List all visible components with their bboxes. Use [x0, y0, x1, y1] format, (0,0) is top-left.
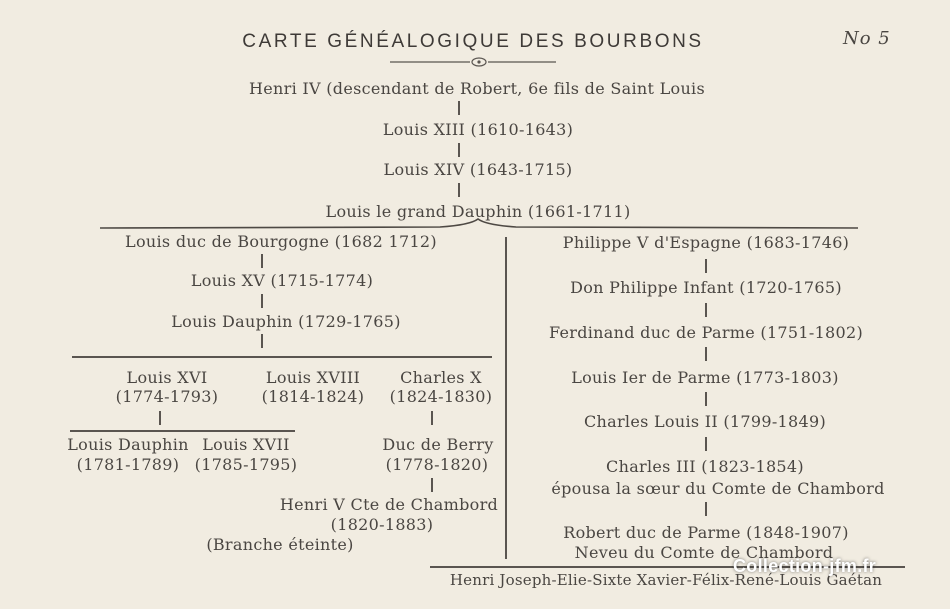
robert-entry: Robert duc de Parme (1848-1907) — [563, 523, 849, 542]
connector-line — [705, 437, 707, 451]
charles-louis-entry: Charles Louis II (1799-1849) — [583, 412, 827, 431]
louis-xvii-dates: (1785-1795) — [194, 455, 298, 474]
louis-dauphin-entry: Louis Dauphin (1729-1765) — [171, 312, 401, 331]
connector-line — [705, 347, 707, 361]
henri-v-name: Henri V Cte de Chambord — [279, 495, 499, 514]
berry-dates: (1778-1820) — [385, 455, 489, 474]
philippe-v-entry: Philippe V d'Espagne (1683-1746) — [562, 233, 850, 252]
connector-line — [261, 294, 263, 308]
ferdinand-entry: Ferdinand duc de Parme (1751-1802) — [548, 323, 864, 342]
watermark-text: Collection-jfm.fr — [733, 556, 877, 576]
grand-dauphin-entry: Louis le grand Dauphin (1661-1711) — [325, 202, 631, 221]
page-title: CARTE GÉNÉALOGIQUE DES BOURBONS — [242, 31, 704, 52]
louis-xvi-dates: (1774-1793) — [115, 387, 219, 406]
charles-iii-note: épousa la sœur du Comte de Chambord — [551, 479, 885, 498]
connector-line — [431, 411, 433, 425]
louis-xiii-entry: Louis XIII (1610-1643) — [382, 120, 574, 139]
don-philippe-entry: Don Philippe Infant (1720-1765) — [570, 278, 842, 297]
louis-xv-entry: Louis XV (1715-1774) — [190, 271, 374, 290]
robert-note: Neveu du Comte de Chambord — [574, 543, 834, 562]
connector-line — [431, 478, 433, 492]
card-number: No 5 — [843, 28, 891, 49]
connector-line — [261, 334, 263, 348]
connector-line — [705, 259, 707, 273]
berry-name: Duc de Berry — [382, 435, 494, 454]
louis-xviii-name: Louis XVIII — [265, 368, 361, 387]
connector-line — [261, 254, 263, 268]
louis-xiv-entry: Louis XIV (1643-1715) — [383, 160, 573, 179]
henri-v-dates: (1820-1883) — [330, 515, 434, 534]
louis-xvii-name: Louis XVII — [202, 435, 290, 454]
louis-xviii-dates: (1814-1824) — [261, 387, 365, 406]
branche-eteinte: (Branche éteinte) — [206, 535, 354, 554]
louis-i-entry: Louis Ier de Parme (1773-1803) — [571, 368, 839, 387]
charles-iii-entry: Charles III (1823-1854) — [606, 457, 804, 476]
charles-x-name: Charles X — [400, 368, 482, 387]
louis-dauphin-2-name: Louis Dauphin — [67, 435, 189, 454]
generation-line — [70, 430, 295, 432]
louis-xvi-name: Louis XVI — [126, 368, 208, 387]
louis-dauphin-2-dates: (1781-1789) — [76, 455, 180, 474]
connector-line — [705, 392, 707, 406]
bourgogne-entry: Louis duc de Bourgogne (1682 1712) — [125, 232, 437, 251]
generation-line — [72, 356, 492, 358]
henri-joseph-entry: Henri Joseph-Elie-Sixte Xavier-Félix-René-Louis Gaétan — [449, 571, 883, 589]
connector-line — [705, 303, 707, 317]
connector-line — [705, 502, 707, 516]
connector-line — [159, 411, 161, 425]
charles-x-dates: (1824-1830) — [389, 387, 493, 406]
branch-divider — [505, 237, 507, 559]
henri-iv-entry: Henri IV (descendant de Robert, 6e fils de Saint Louis — [249, 79, 705, 98]
